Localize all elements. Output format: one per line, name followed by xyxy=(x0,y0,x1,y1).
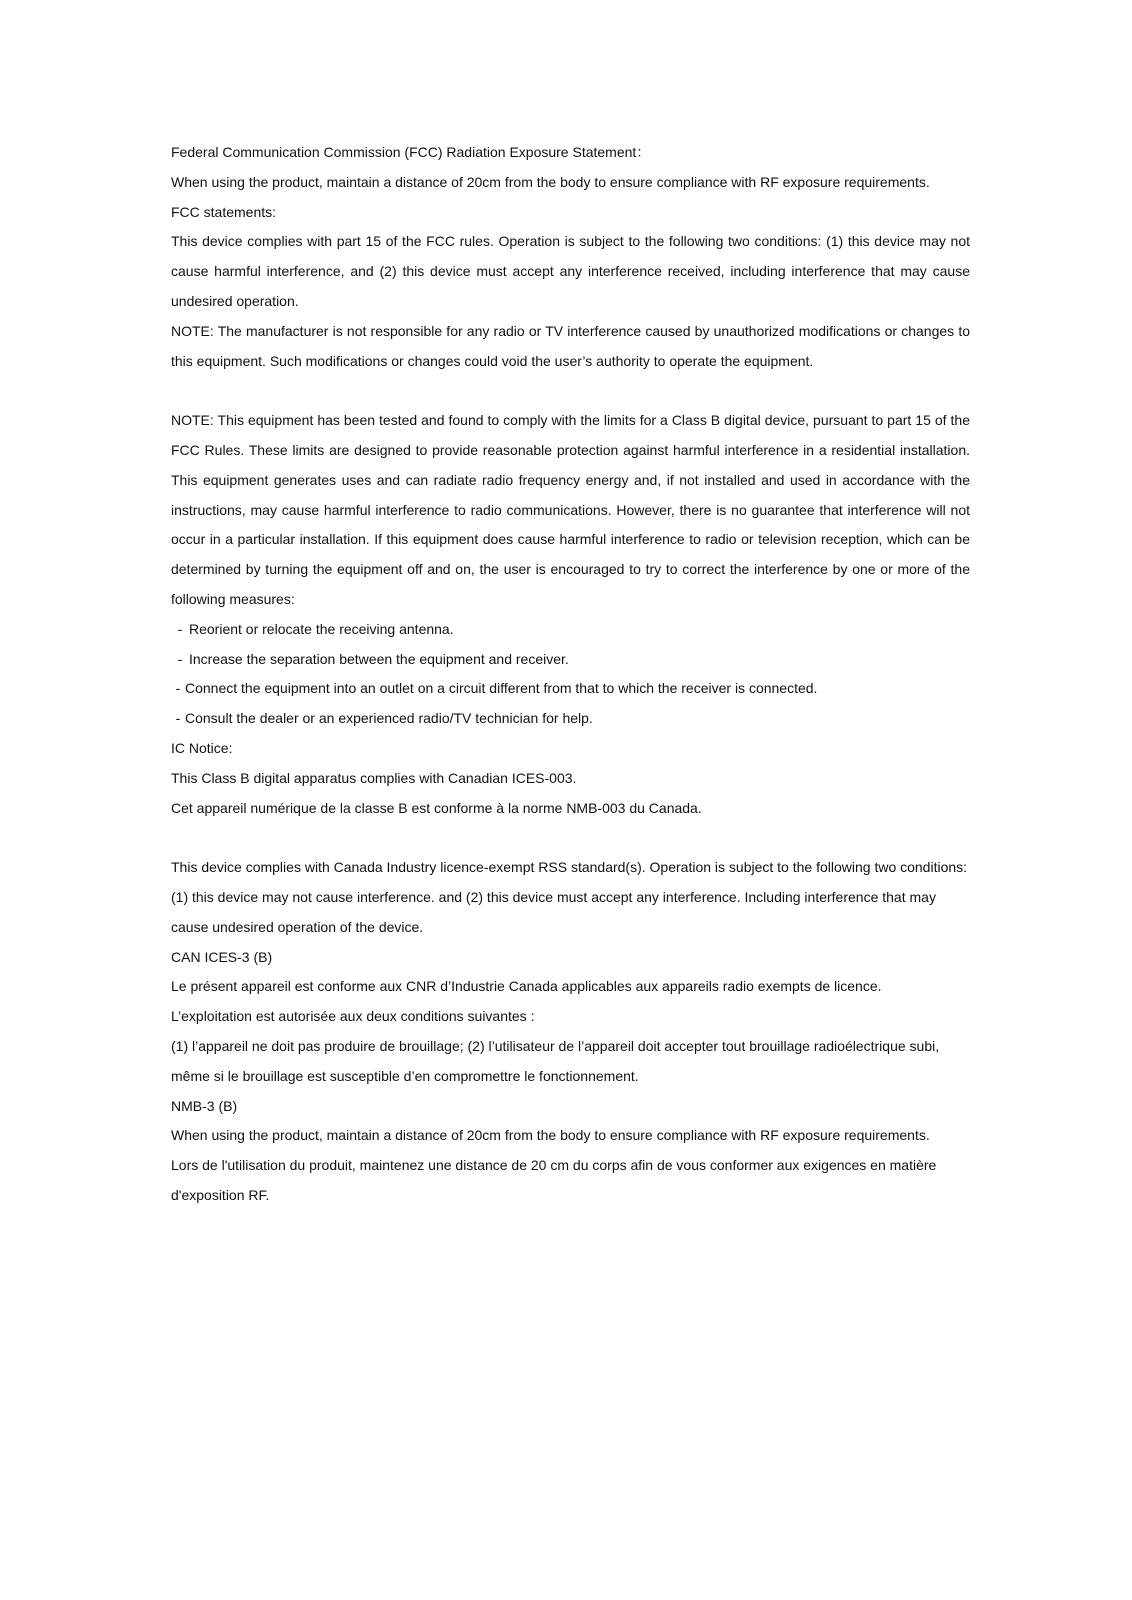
ic-french-line-1: Le présent appareil est conforme aux CNR d’Industrie Canada applicables aux appareils radio exempts de licence. xyxy=(171,978,882,995)
spacer xyxy=(171,376,970,406)
fcc-part15-paragraph: This device complies with part 15 of the FCC rules. Operation is subject to the following two conditions: (1) this device may not cause harmful interference, and (2) this device must accept any interference received, including interference that may cause undesired operation. xyxy=(171,233,970,309)
fcc-manufacturer-note: NOTE: The manufacturer is not responsible for any radio or TV interference caused by unauthorized modifications or changes to this equipment. Such modifications or changes could void the user’s authority to operate the equipment. xyxy=(171,322,970,369)
ic-french-line-2: L’exploitation est autorisée aux deux conditions suivantes : xyxy=(171,1008,535,1025)
list-item xyxy=(171,674,970,704)
measure-text: Consult the dealer or an experienced radio/TV technician for help. xyxy=(185,710,593,727)
nmb-label: NMB-3 (B) xyxy=(171,1097,238,1114)
measure-text: Reorient or relocate the receiving antenna. xyxy=(189,620,454,637)
dash-bullet: - xyxy=(175,680,181,697)
spacer xyxy=(171,823,970,853)
dash-bullet: - xyxy=(177,620,183,637)
ic-exposure-french: Lors de l'utilisation du produit, maintenez une distance de 20 cm du corps afin de vous conformer aux exigences en matière d'exposition RF. xyxy=(171,1157,937,1203)
fcc-exposure-text: When using the product, maintain a distance of 20cm from the body to ensure compliance with RF exposure requirements. xyxy=(171,173,930,190)
fcc-classb-note: NOTE: This equipment has been tested and found to comply with the limits for a Class B digital device, pursuant to part 15 of the FCC Rules. These limits are designed to provide reasonable protection against harmful interference in a residential installation. This equipment generates uses and can radiate radio frequency energy and, if not installed and used in accordance with the instructions, may cause harmful interference to radio communications. However, there is no guarantee that interference will not occur in a particular installation. If this equipment does cause harmful interference to radio or television reception, which can be determined by turning the equipment off and on, the user is encouraged to try to correct the interference by one or more of the following measures: xyxy=(171,412,970,607)
can-ices-label: CAN ICES-3 (B) xyxy=(171,948,273,965)
ic-exposure-english: When using the product, maintain a distance of 20cm from the body to ensure compliance with RF exposure requirements. xyxy=(171,1127,930,1144)
ic-notice-title: IC Notice: xyxy=(171,739,233,756)
document-page xyxy=(171,138,970,1211)
measure-text: Connect the equipment into an outlet on a circuit different from that to which the receiver is connected. xyxy=(185,680,818,697)
fcc-statements-title: FCC statements: xyxy=(171,203,277,220)
fcc-exposure-title: Federal Communication Commission (FCC) Radiation Exposure Statement： xyxy=(171,144,651,160)
ic-ices-french: Cet appareil numérique de la classe B est conforme à la norme NMB-003 du Canada. xyxy=(171,799,702,816)
dash-bullet: - xyxy=(175,710,181,727)
list-item xyxy=(171,645,970,675)
ic-ices-english: This Class B digital apparatus complies with Canadian ICES-003. xyxy=(171,769,577,786)
list-item xyxy=(171,615,970,645)
dash-bullet: - xyxy=(177,650,183,667)
list-item xyxy=(171,704,970,734)
measure-text: Increase the separation between the equipment and receiver. xyxy=(189,650,569,667)
ic-rss-paragraph: This device complies with Canada Industry licence-exempt RSS standard(s). Operation is subject to the following two conditions: (1) this device may not cause interference. and (2) this device must accept any interference. Including interference that may cause undesired operation of the device. xyxy=(171,859,968,935)
ic-french-conditions: (1) l’appareil ne doit pas produire de brouillage; (2) l’utilisateur de l’appareil doit accepter tout brouillage radioélectrique subi, même si le brouillage est susceptible d’en compromettre le fonctionnement. xyxy=(171,1037,940,1084)
